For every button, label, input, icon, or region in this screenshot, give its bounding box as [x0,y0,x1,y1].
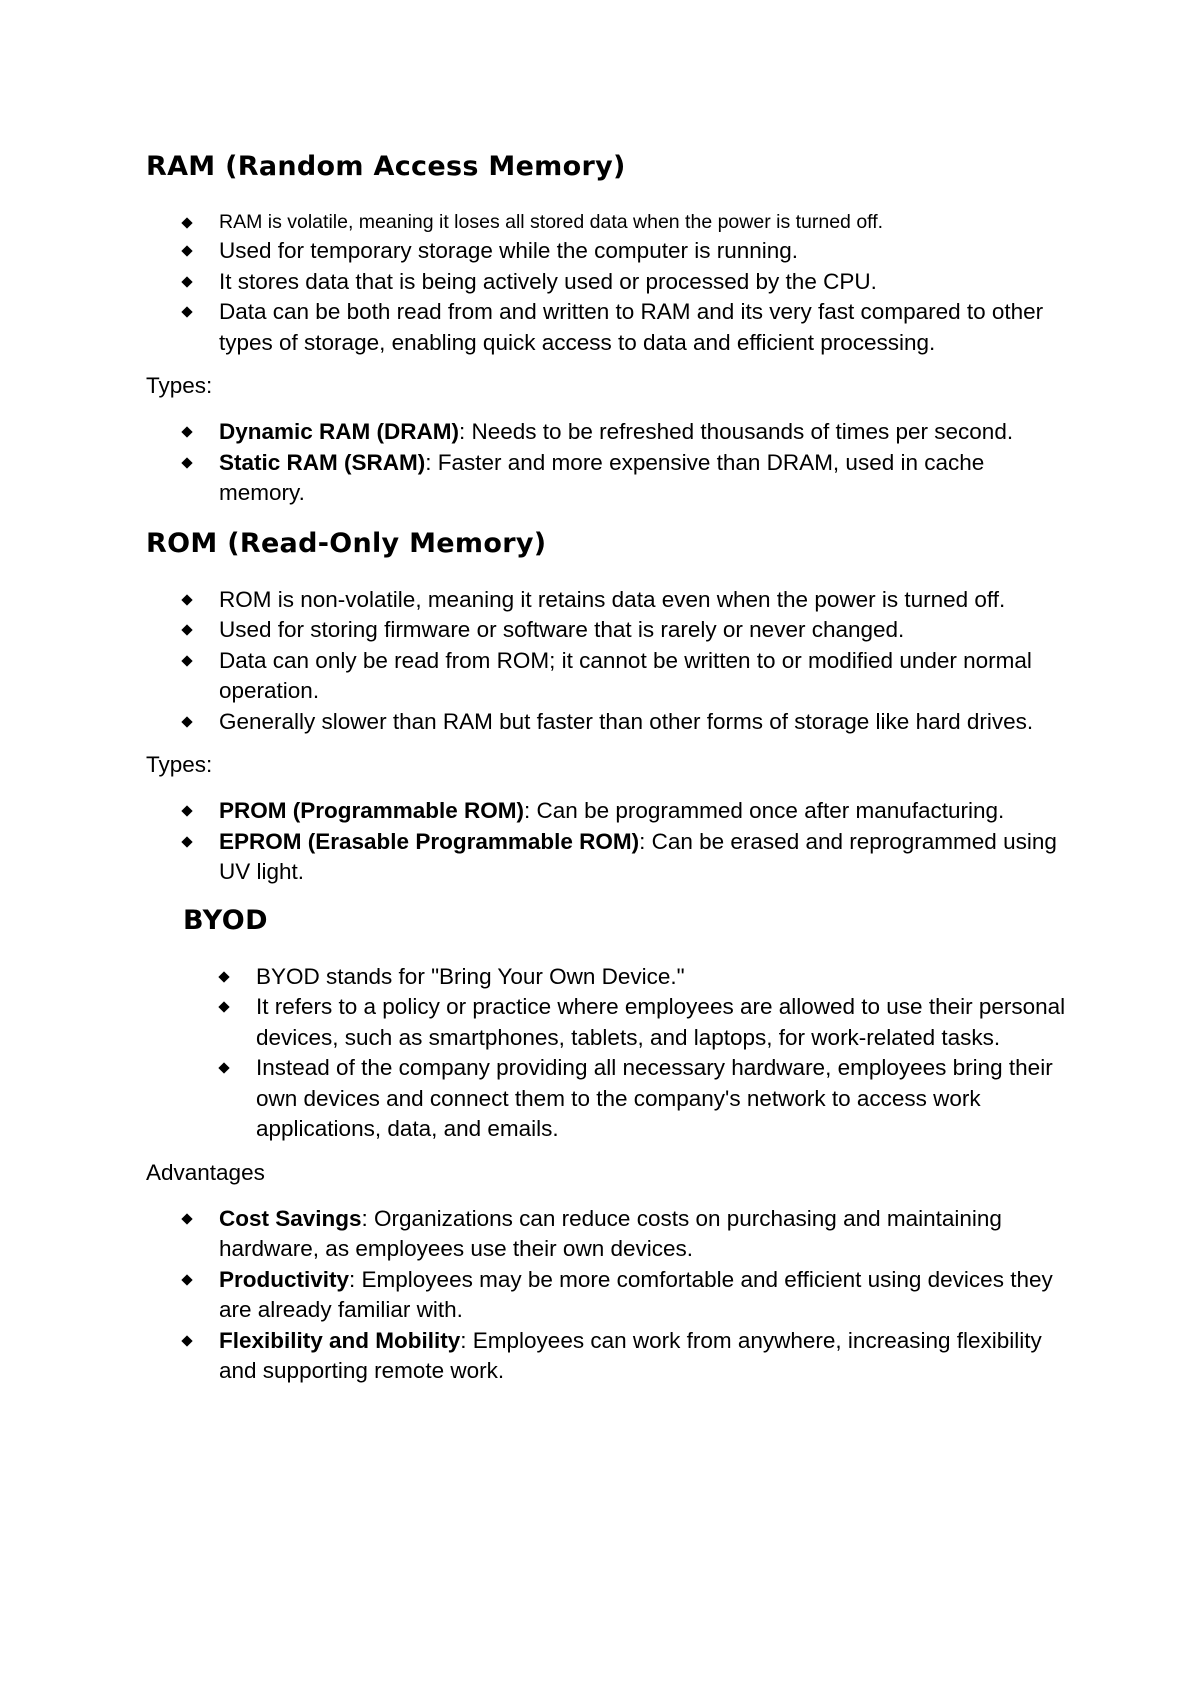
diamond-bullet-icon [218,1062,229,1073]
type-desc: : Needs to be refreshed thousands of times per second. [459,419,1014,444]
list-item: RAM is volatile, meaning it loses all stored data when the power is turned off. [219,208,1076,236]
list-item [219,1204,1076,1265]
list-item [219,1326,1076,1387]
diamond-bullet-icon [181,426,192,437]
type-term: Static RAM (SRAM) [219,449,426,475]
diamond-bullet-icon [181,457,192,468]
advantage-desc: : Organizations can reduce costs on purchasing and maintaining hardware, as employees use their own devices. [219,1205,1002,1261]
type-term: EPROM (Erasable Programmable ROM) [219,828,640,854]
list-item [219,827,1076,888]
byod-bullet-list [146,962,1076,1145]
diamond-bullet-icon [181,245,192,256]
diamond-bullet-icon [181,1335,192,1346]
list-item: Used for storing firmware or software that is rarely or never changed. [219,615,1076,646]
document-content [146,148,1076,1387]
list-item: It refers to a policy or practice where employees are allowed to use their personal devices, such as smartphones, tablets, and laptops, for work-related tasks. [256,992,1076,1053]
type-desc: : Can be erased and reprogrammed using UV light. [219,828,1057,884]
ram-bullet-list [146,208,1076,358]
ram-types-list [146,417,1076,509]
diamond-bullet-icon [181,306,192,317]
advantage-term: Cost Savings [219,1205,362,1231]
advantage-desc: : Employees can work from anywhere, increasing flexibility and supporting remote work. [219,1327,1042,1383]
diamond-bullet-icon [181,624,192,635]
list-item [219,417,1076,448]
advantage-desc: : Employees may be more comfortable and efficient using devices they are already familiar with. [219,1266,1053,1322]
diamond-bullet-icon [181,276,192,287]
ram-types-label: Types: [146,373,213,398]
diamond-bullet-icon [181,217,192,228]
diamond-bullet-icon [181,655,192,666]
list-item: Data can only be read from ROM; it cannot be written to or modified under normal operation. [219,646,1076,707]
list-item [219,448,1076,509]
diamond-bullet-icon [181,594,192,605]
type-term: Dynamic RAM (DRAM) [219,419,460,444]
list-item: BYOD stands for "Bring Your Own Device." [256,962,1076,993]
rom-bullet-list [146,585,1076,738]
list-item: Instead of the company providing all necessary hardware, employees bring their own devices and connect them to the company's network to access work applications, data, and emails. [256,1053,1076,1145]
rom-heading: ROM (Read-Only Memory) [146,527,547,559]
type-desc: : Faster and more expensive than DRAM, used in cache memory. [219,449,985,505]
diamond-bullet-icon [218,971,229,982]
advantage-term: Productivity [219,1266,350,1292]
list-item: Generally slower than RAM but faster than other forms of storage like hard drives. [219,707,1076,738]
diamond-bullet-icon [218,1001,229,1012]
diamond-bullet-icon [181,805,192,816]
byod-advantages-label: Advantages [146,1159,265,1185]
list-item: It stores data that is being actively used or processed by the CPU. [219,267,1076,298]
list-item: Used for temporary storage while the computer is running. [219,236,1076,267]
type-desc: : Can be programmed once after manufacturing. [524,798,1005,823]
byod-advantages-list [146,1204,1076,1387]
diamond-bullet-icon [181,716,192,727]
diamond-bullet-icon [181,1274,192,1285]
ram-heading: RAM (Random Access Memory) [146,151,626,182]
rom-types-label: Types: [146,752,213,777]
diamond-bullet-icon [181,1213,192,1224]
byod-heading: BYOD [183,904,269,936]
list-item [219,796,1076,827]
diamond-bullet-icon [181,836,192,847]
list-item [219,1265,1076,1326]
advantage-term: Flexibility and Mobility [219,1327,461,1353]
list-item: ROM is non-volatile, meaning it retains data even when the power is turned off. [219,585,1076,616]
type-term: PROM (Programmable ROM) [219,798,525,823]
rom-types-list [146,796,1076,888]
list-item: Data can be both read from and written to RAM and its very fast compared to other types of storage, enabling quick access to data and efficient processing. [219,297,1076,358]
